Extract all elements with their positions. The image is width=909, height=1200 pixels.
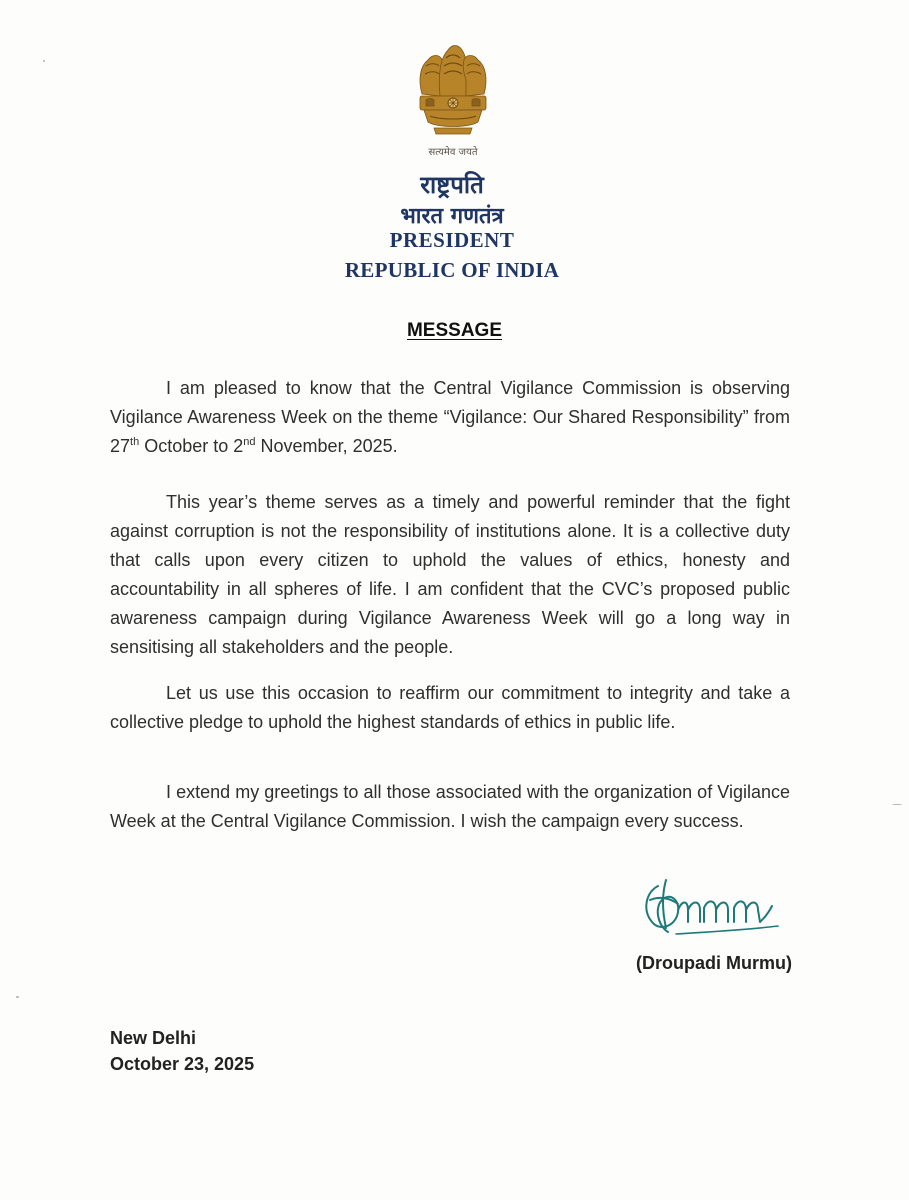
message-heading: MESSAGE xyxy=(406,320,503,341)
p1-sup-2: nd xyxy=(243,436,256,448)
office-title: PRESIDENT xyxy=(389,228,515,252)
paper-speck xyxy=(16,996,19,998)
p1-text-a: I am pleased to know that the Central Vigilance Commission is observing Vigilance Awareness Week on the theme “Vigilance: Our Shared Responsibility” from 27 xyxy=(110,378,790,456)
paper-speck xyxy=(43,60,45,62)
message-paragraph-2: This year’s theme serves as a timely and powerful reminder that the fight against corruption is not the responsibility of institutions alone. It is a collective duty that calls upon every citizen to uphold the values of ethics, honesty and accountability in all spheres of life. I am confident that the CVC’s proposed public awareness campaign during Vigilance Awareness Week will go a long way in sensitising all stakeholders and the people. xyxy=(110,492,790,657)
message-paragraph-3: Let us use this occasion to reaffirm our commitment to integrity and take a collective pledge to uphold the highest standards of ethics in public life. xyxy=(110,683,790,732)
office-subtitle: REPUBLIC OF INDIA xyxy=(344,258,560,282)
lion-capital-icon xyxy=(408,36,498,146)
hindi-subtitle: भारत गणतंत्र xyxy=(400,204,504,229)
signature xyxy=(636,870,786,942)
p1-text-b: October to 2 xyxy=(139,436,244,456)
emblem-motto: सत्यमेव जयते xyxy=(428,147,478,158)
p1-sup-1: th xyxy=(130,436,140,448)
message-paragraph-4: I extend my greetings to all those associated with the organization of Vigilance Week at the Central Vigilance Commission. I wish the campaign every success. xyxy=(110,782,790,831)
hindi-title: राष्ट्रपति xyxy=(420,171,484,199)
place: New Delhi xyxy=(110,1028,197,1048)
letter-date: October 23, 2025 xyxy=(110,1054,255,1074)
p1-text-c: November, 2025. xyxy=(255,436,398,456)
paper-speck xyxy=(892,804,902,805)
signatory-name: (Droupadi Murmu) xyxy=(636,953,792,973)
message-paragraph-1 xyxy=(110,374,790,461)
state-emblem xyxy=(408,36,498,160)
signature-icon xyxy=(636,870,786,942)
